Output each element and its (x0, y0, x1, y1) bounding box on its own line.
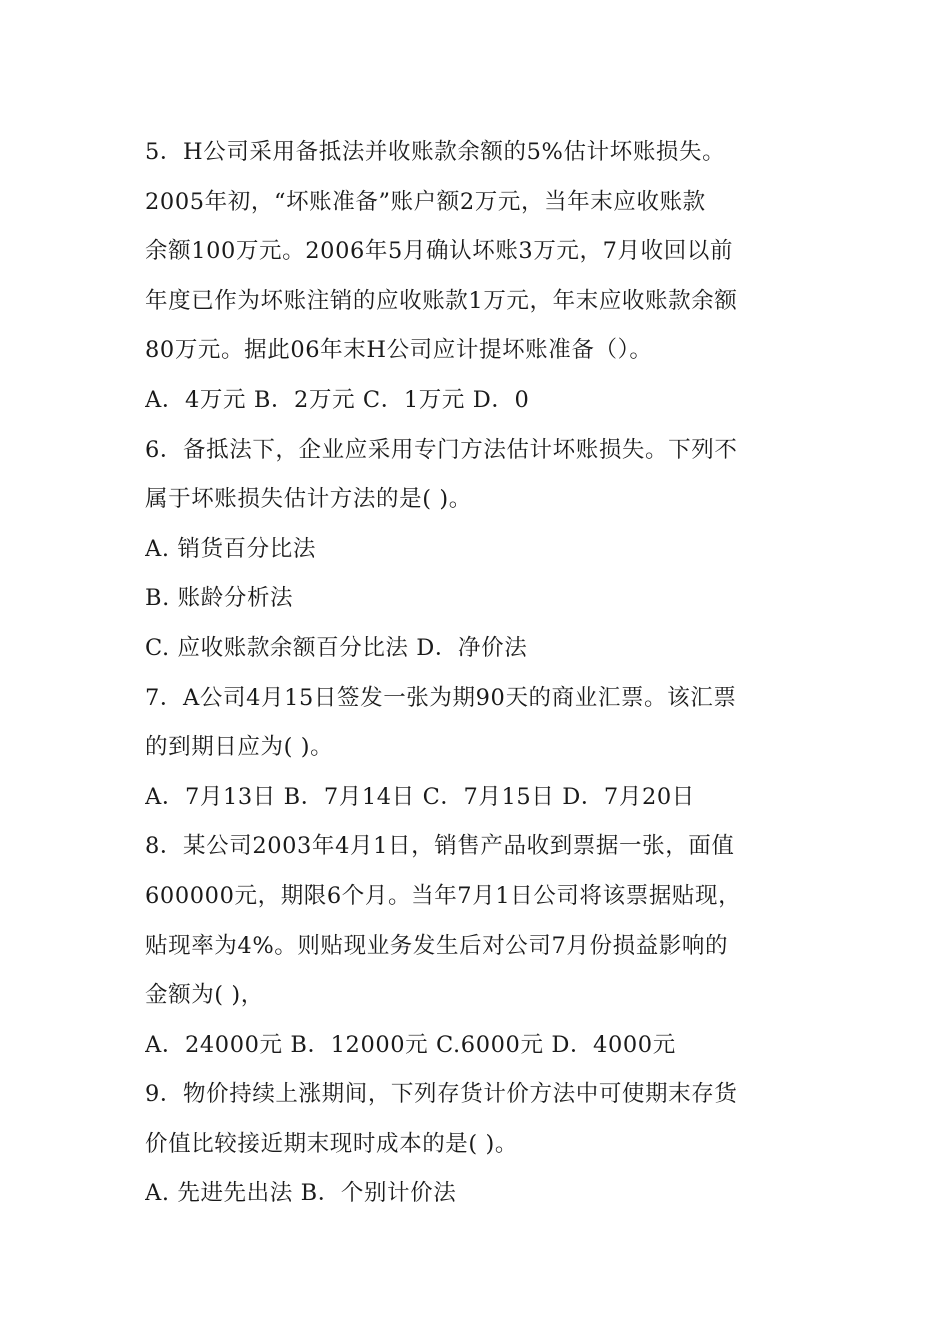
text-line: 80万元。据此06年末H公司应计提坏账准备（）。 (145, 337, 653, 364)
text-line: 600000元，期限6个月。当年7月1日公司将该票据贴现， (145, 882, 742, 909)
text-line: 8．某公司2003年4月1日，销售产品收到票据一张，面值 (145, 833, 735, 860)
answer-option-a: A. 销货百分比法 (145, 535, 316, 562)
answer-options-line: A．24000元 B．12000元 C.6000元 D．4000元 (145, 1031, 676, 1058)
text-line: 金额为( )， (145, 982, 264, 1009)
answer-options-line: A．7月13日 B．7月14日 C．7月15日 D．7月20日 (145, 783, 695, 810)
text-line: 的到期日应为( )。 (145, 734, 334, 761)
question-text-block (145, 128, 810, 1219)
text-line: 6．备抵法下，企业应采用专门方法估计坏账损失。下列不 (145, 436, 738, 463)
text-line: 余额100万元。2006年5月确认坏账3万元，7月收回以前 (145, 238, 734, 265)
text-line: 贴现率为4%。则贴现业务发生后对公司7月份损益影响的 (145, 932, 729, 959)
text-line: 2005年初，“坏账准备”账户额2万元，当年末应收账款 (145, 188, 706, 215)
answer-options-line: A. 先进先出法 B．个别计价法 (145, 1180, 457, 1207)
text-line: 5．H公司采用备抵法并收账款余额的5%估计坏账损失。 (145, 139, 726, 165)
answer-options-line: C. 应收账款余额百分比法 D．净价法 (145, 634, 528, 661)
text-line: 年度已作为坏账注销的应收账款1万元，年末应收账款余额 (145, 287, 738, 314)
answer-options-line: A．4万元 B．2万元 C．1万元 D．0 (145, 386, 530, 413)
text-line: 价值比较接近期末现时成本的是( )。 (145, 1130, 519, 1157)
text-line: 9．物价持续上涨期间，下列存货计价方法中可使期末存货 (145, 1081, 738, 1108)
text-line: 7．A公司4月15日签发一张为期90天的商业汇票。该汇票 (145, 684, 737, 711)
text-line: 属于坏账损失估计方法的是( )。 (145, 486, 472, 513)
answer-option-b: B. 账龄分析法 (145, 585, 294, 612)
